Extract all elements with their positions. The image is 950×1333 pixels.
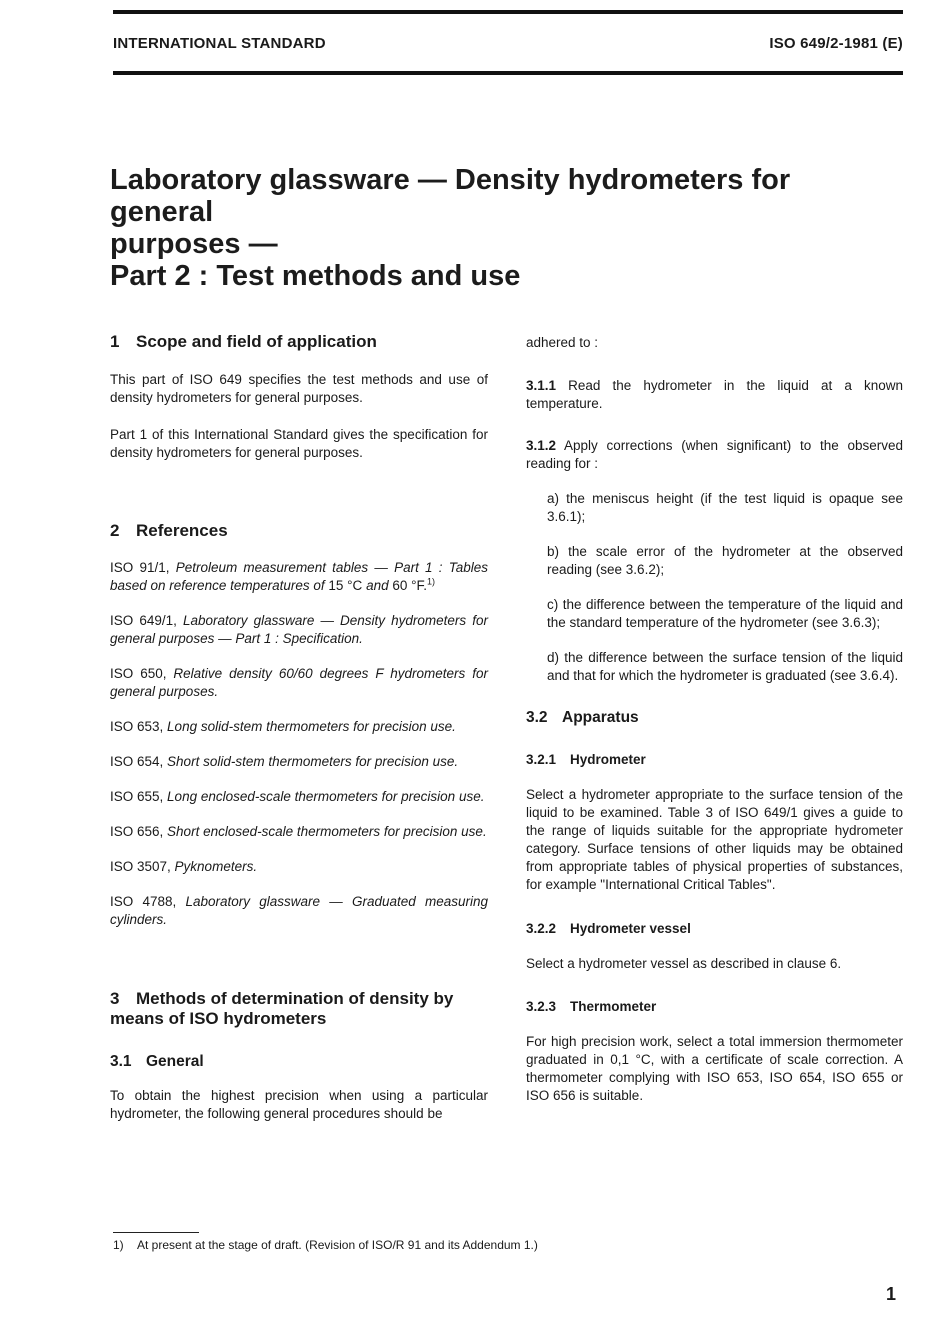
page-number: 1 xyxy=(886,1284,897,1304)
reference-code: ISO 655, xyxy=(110,789,168,804)
reference-code: ISO 653, xyxy=(110,719,168,734)
header-rule-top xyxy=(113,10,903,14)
standard-number: ISO 649/2-1981 (E) xyxy=(769,35,903,52)
clause-text: Apply corrections (when significant) to the observed reading for : xyxy=(526,438,903,471)
clause-title: Hydrometer vessel xyxy=(570,921,691,936)
header-rule-bottom xyxy=(113,71,903,75)
reference-code: ISO 4788, xyxy=(110,894,186,909)
reference-item xyxy=(110,823,488,841)
subsection-3-2-heading xyxy=(526,709,903,727)
reference-item xyxy=(110,718,488,736)
list-item xyxy=(526,543,903,579)
clause-title: Thermometer xyxy=(570,999,657,1014)
footnote-number: 1) xyxy=(113,1238,124,1252)
footnote-text: At present at the stage of draft. (Revision of ISO/R 91 and its Addendum 1.) xyxy=(137,1238,538,1252)
section-title-line-2: means of ISO hydrometers xyxy=(110,1009,327,1028)
left-column xyxy=(110,332,488,1123)
subsection-number: 3.2 xyxy=(526,709,548,726)
reference-code: ISO 656, xyxy=(110,824,168,839)
subsection-number: 3.1 xyxy=(110,1053,132,1070)
reference-code: ISO 3507, xyxy=(110,859,175,874)
section-title: Scope and field of application xyxy=(136,332,377,351)
title-line-2: purposes — xyxy=(110,228,278,260)
general-paragraph: To obtain the highest precision when using a particular hydrometer, the following general procedures should be xyxy=(110,1088,488,1121)
subsection-title: General xyxy=(146,1053,204,1070)
reference-title: Relative density 60/60 degrees F hydrometers for general purposes. xyxy=(110,666,488,699)
clause-3-1-1 xyxy=(526,377,903,413)
reference-title: Short enclosed-scale thermometers for precision use. xyxy=(167,824,487,839)
clause-title: Hydrometer xyxy=(570,752,646,767)
footnote-rule xyxy=(113,1232,199,1233)
clause-3-1-2 xyxy=(526,437,903,473)
section-1-heading xyxy=(110,332,488,352)
reference-item xyxy=(110,665,488,701)
reference-title: Long enclosed-scale thermometers for precision use. xyxy=(167,789,485,804)
reference-code: ISO 91/1, xyxy=(110,560,176,575)
reference-title: Laboratory glassware — Graduated measuring cylinders. xyxy=(110,894,488,927)
clause-3-2-2-heading xyxy=(526,920,903,938)
list-text: the difference between the surface tension of the liquid and that for which the hydrometer is graduated (see 3.6.4). xyxy=(547,650,903,683)
list-label: a) xyxy=(547,491,560,506)
reference-code: ISO 649/1, xyxy=(110,613,183,628)
clause-number: 3.2.3 xyxy=(526,999,557,1014)
right-column xyxy=(526,334,903,1105)
vessel-paragraph: Select a hydrometer vessel as described in clause 6. xyxy=(526,956,842,971)
clause-number: 3.1.2 xyxy=(526,438,557,453)
footnote xyxy=(113,1238,538,1252)
clause-number: 3.2.1 xyxy=(526,752,557,767)
section-number: 1 xyxy=(110,332,120,351)
list-text: the difference between the temperature of the liquid and the standard temperature of the hydrometer (see 3.6.3); xyxy=(547,597,903,630)
list-item xyxy=(526,649,903,685)
section-title: References xyxy=(136,521,228,540)
reference-temperature: 60 °F. xyxy=(392,578,428,593)
subsection-title: Apparatus xyxy=(562,709,639,726)
list-text: the meniscus height (if the test liquid is opaque see 3.6.1); xyxy=(547,491,903,524)
hydrometer-paragraph: Select a hydrometer appropriate to the surface tension of the liquid to be examined. Table 3 of ISO 649/1 gives a guide to the range of liquids suitable for the appropriate hydrometer category. Surface tensions of other liquids may be obtained from appropriate tables of physical properties of substances, for example "International Critical Tables". xyxy=(526,787,903,892)
section-3-heading xyxy=(110,989,488,1029)
list-label: c) xyxy=(547,597,559,612)
list-label: d) xyxy=(547,650,560,665)
reference-item xyxy=(110,753,488,771)
reference-title: Laboratory glassware — Density hydrometers for general purposes — Part 1 : Specification. xyxy=(110,613,488,646)
scope-paragraph-2: Part 1 of this International Standard gives the specification for density hydrometers for general purposes. xyxy=(110,427,488,460)
document-title xyxy=(110,164,900,292)
reference-title: Pyknometers. xyxy=(174,859,258,874)
section-title-line-1: Methods of determination of density by xyxy=(136,989,454,1008)
thermometer-paragraph: For high precision work, select a total immersion thermometer graduated in 0,1 °C, with a certificate of scale correction. A thermometer complying with ISO 653, ISO 654, ISO 655 or ISO 656 is suitable. xyxy=(526,1034,903,1103)
subsection-3-1-heading xyxy=(110,1053,488,1071)
reference-item xyxy=(110,612,488,648)
clause-3-2-3-heading xyxy=(526,998,903,1016)
general-paragraph-continued: adhered to : xyxy=(526,335,599,350)
reference-title: Long solid-stem thermometers for precision use. xyxy=(167,719,456,734)
standard-type-label: INTERNATIONAL STANDARD xyxy=(113,35,326,52)
clause-number: 3.1.1 xyxy=(526,378,557,393)
list-label: b) xyxy=(547,544,560,559)
list-item xyxy=(526,490,903,526)
clause-number: 3.2.2 xyxy=(526,921,557,936)
section-2-heading xyxy=(110,521,488,541)
title-line-1: Laboratory glassware — Density hydrometers for general xyxy=(110,164,791,228)
list-item xyxy=(526,596,903,632)
reference-item xyxy=(110,893,488,929)
clause-text: Read the hydrometer in the liquid at a known temperature. xyxy=(526,378,903,411)
reference-code: ISO 650, xyxy=(110,666,174,681)
reference-item xyxy=(110,559,488,595)
footnote-marker: 1) xyxy=(427,576,436,587)
reference-code: ISO 654, xyxy=(110,754,168,769)
list-text: the scale error of the hydrometer at the observed reading (see 3.6.2); xyxy=(547,544,903,577)
reference-connector: and xyxy=(362,578,393,593)
section-number: 3 xyxy=(110,989,120,1008)
section-number: 2 xyxy=(110,521,120,540)
reference-temperature: 15 °C xyxy=(328,578,363,593)
reference-item xyxy=(110,858,488,876)
reference-item xyxy=(110,788,488,806)
reference-title: Short solid-stem thermometers for precision use. xyxy=(167,754,459,769)
title-line-3: Part 2 : Test methods and use xyxy=(110,260,521,292)
scope-paragraph-1: This part of ISO 649 specifies the test methods and use of density hydrometers for general purposes. xyxy=(110,372,488,405)
reference-title: Petroleum measurement tables — Part 1 : Tables based on reference temperatures of xyxy=(110,560,488,593)
clause-3-2-1-heading xyxy=(526,751,903,769)
